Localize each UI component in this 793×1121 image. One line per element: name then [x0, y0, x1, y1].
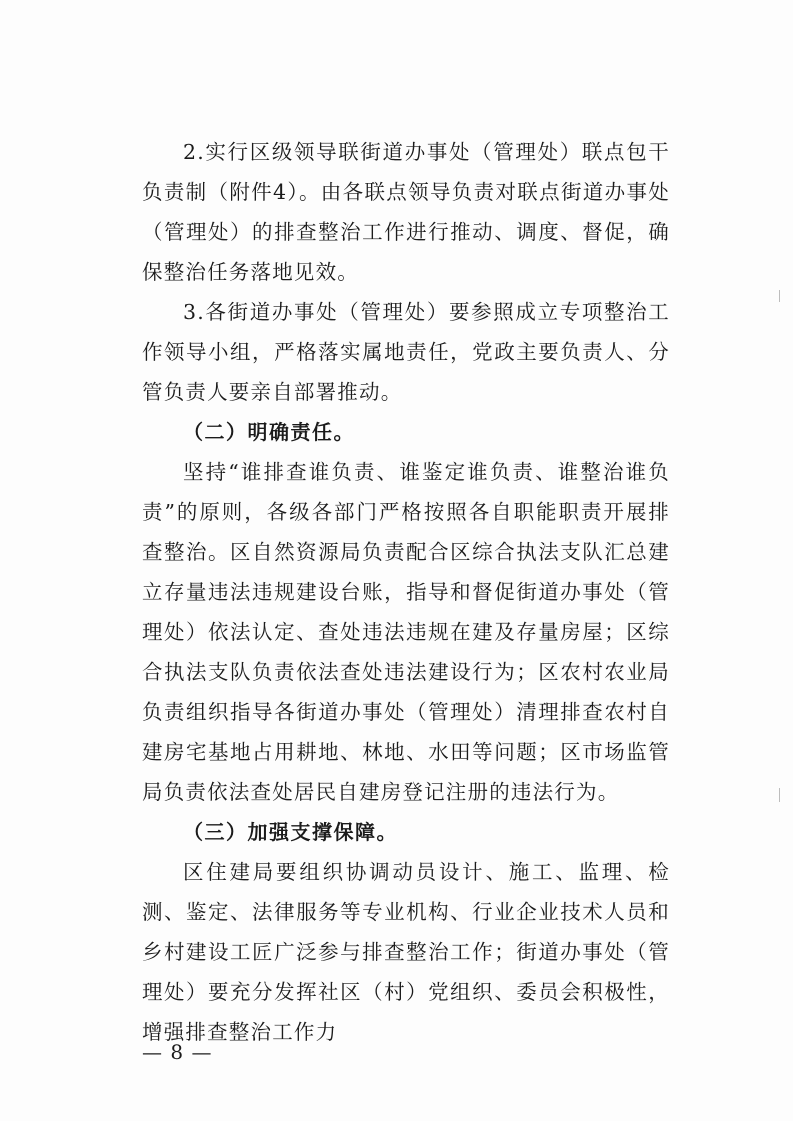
page-number: — 8 — [142, 1040, 213, 1064]
document-body [142, 132, 670, 1052]
scan-mark-right-bottom [779, 788, 780, 802]
section-heading-support: （三）加强支撑保障。 [183, 820, 398, 844]
scan-mark-right-top [779, 290, 780, 302]
paragraph-item-3: 3.各街道办事处（管理处）要参照成立专项整治工作领导小组，严格落实属地责任，党政主要负责人、分管负责人要亲自部署推动。 [142, 300, 670, 404]
paragraph-item-2: 2.实行区级领导联街道办事处（管理处）联点包干负责制（附件4）。由各联点领导负责对联点街道办事处（管理处）的排查整治工作进行推动、调度、督促，确保整治任务落地见效。 [142, 140, 670, 284]
section-heading-responsibility: （二）明确责任。 [183, 420, 355, 444]
paragraph-support: 区住建局要组织协调动员设计、施工、监理、检测、鉴定、法律服务等专业机构、行业企业技术人员和乡村建设工匠广泛参与排查整治工作；街道办事处（管理处）要充分发挥社区（村）党组织、委员会积极性，增强排查整治工作力 [142, 860, 670, 1044]
paragraph-responsibility: 坚持“谁排查谁负责、谁鉴定谁负责、谁整治谁负责”的原则，各级各部门严格按照各自职能职责开展排查整治。区自然资源局负责配合区综合执法支队汇总建立存量违法违规建设台账，指导和督促街道办事处（管理处）依法认定、查处违法违规在建及存量房屋；区综合执法支队负责依法查处违法建设行为；区农村农业局负责组织指导各街道办事处（管理处）清理排查农村自建房宅基地占用耕地、林地、水田等问题；区市场监管局负责依法查处居民自建房登记注册的违法行为。 [142, 460, 670, 804]
